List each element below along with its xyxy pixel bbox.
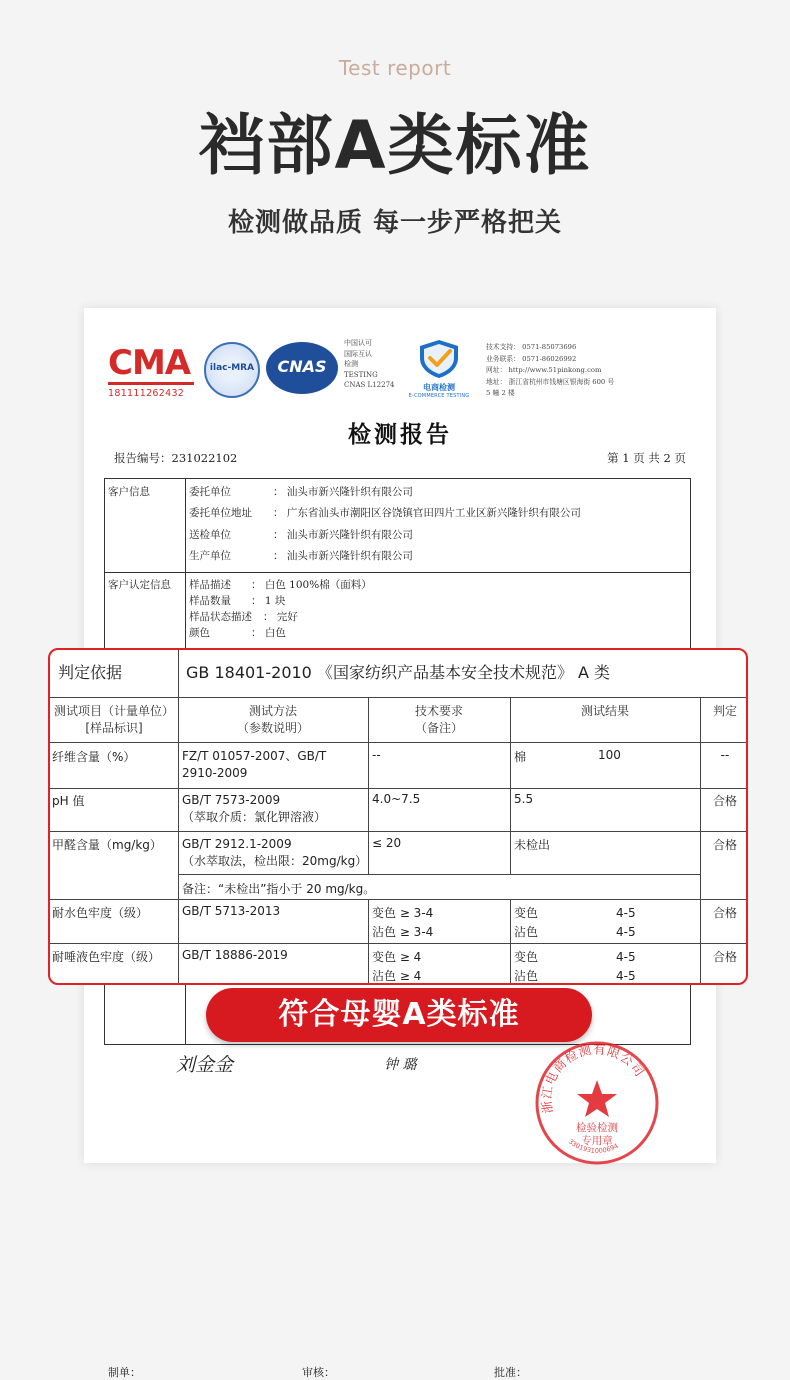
row-method: GB/T 5713-2013 (182, 904, 281, 918)
contact-line: 业务联系： 0571-86026992 (486, 354, 577, 363)
report-number-value: 231022102 (171, 451, 238, 465)
svg-text:3301931000694: 3301931000694 (566, 1137, 620, 1155)
result-line: 4-5 (616, 925, 636, 939)
customer-info-label: 客户信息 (108, 486, 150, 498)
row-result-value (616, 904, 636, 942)
shield-check-icon (414, 338, 464, 380)
grid-line (50, 831, 748, 832)
result-line: 4-5 (616, 969, 636, 983)
ecommerce-en: E-COMMERCE TESTING (408, 393, 470, 399)
reviewer-signature (302, 1364, 335, 1380)
header-en-title: Test report (338, 56, 452, 80)
customer-field-value: ： 汕头市新兴隆针织有限公司 (273, 529, 413, 541)
row-requirement (372, 948, 421, 985)
header-subtitle: 检测做品质 每一步严格把关 (227, 208, 563, 238)
contact-line: 技术支持： 0571-85073696 (486, 343, 577, 351)
grid-line (50, 788, 748, 789)
grid-line (50, 742, 748, 743)
contact-line: 5 幢 2 楼 (486, 389, 515, 397)
header-result (510, 702, 700, 719)
result-line: 4-5 (616, 950, 636, 964)
maker-label: 制单： (108, 1366, 141, 1379)
row-result-label: 未检出 (514, 838, 551, 852)
row-requirement: -- (372, 748, 381, 762)
result-line: 4-5 (616, 906, 636, 920)
reviewer-label: 审核： (302, 1366, 335, 1379)
method-line: （水萃取法，检出限：20mg/kg） (182, 854, 368, 868)
method-line: （萃取介质：氯化钾溶液） (182, 810, 327, 824)
standard-badge: 符合母婴A类标准 (206, 988, 592, 1042)
svg-text:专用章: 专用章 (581, 1135, 613, 1147)
grid-line (50, 943, 748, 944)
header-item (50, 702, 178, 736)
grid-line (50, 899, 748, 900)
req-line: 变色 ≥ 3-4 (372, 906, 434, 920)
row-verdict: -- (720, 748, 730, 762)
row-item: pH 值 (52, 794, 85, 808)
ilac-text: ilac-MRA (209, 363, 255, 373)
sample-field-value: ： 白色 (251, 627, 286, 639)
row-item: 甲醛含量（mg/kg） (52, 838, 162, 852)
svg-text:检验检测: 检验检测 (576, 1122, 618, 1134)
header-line: 测试结果 (580, 704, 629, 718)
report-number (114, 450, 237, 466)
row-verdict: 合格 (712, 906, 737, 920)
method-line: GB/T 7573-2009 (182, 793, 281, 807)
req-line: 沾色 ≥ 3-4 (372, 925, 434, 939)
header-line: 判定 (712, 704, 737, 718)
auth-line: 检测 (344, 360, 358, 368)
official-stamp-icon (532, 1038, 662, 1168)
row-verdict: 合格 (712, 950, 737, 964)
header-line: 测试项目（计量单位） (53, 704, 174, 718)
row-item: 耐水色牢度（级） (52, 906, 149, 920)
sample-info-label: 客户认定信息 (108, 579, 171, 591)
header-requirement (368, 702, 510, 736)
cnas-logo (266, 342, 338, 394)
row-verdict: 合格 (712, 838, 737, 852)
ilac-mra-logo (204, 342, 260, 398)
sample-field-label: 样品数量 (189, 595, 231, 607)
result-line: 沾色 (514, 969, 539, 983)
row-method (182, 792, 326, 826)
ecommerce-label: 电商检测 (423, 383, 455, 392)
method-line: GB/T 2912.1-2009 (182, 837, 292, 851)
result-line: 变色 (514, 950, 539, 964)
row-requirement: 4.0~7.5 (372, 792, 421, 806)
sample-field-value: ： 完好 (263, 611, 298, 623)
row-item: 纤维含量（%） (52, 750, 136, 764)
basis-label: 判定依据 (58, 663, 123, 682)
row-verdict: 合格 (712, 794, 737, 808)
cma-number: 181111262432 (108, 388, 185, 399)
row-result-label: 5.5 (514, 792, 534, 806)
reviewer-handwriting: 钟 璐 (384, 1057, 417, 1073)
test-results-highlight (48, 648, 748, 985)
auth-line: TESTING (344, 370, 378, 379)
result-line: 变色 (514, 906, 539, 920)
header-line: （备注） (414, 721, 463, 735)
row-result-value: 100 (598, 748, 621, 762)
ecommerce-testing-label (404, 382, 474, 399)
row-item: 耐唾液色牢度（级） (52, 950, 161, 964)
grid-line (510, 899, 511, 985)
sample-field-value: ： 白色 100%棉（面料） (251, 579, 372, 591)
row-requirement (372, 904, 433, 942)
approver-label: 批准： (494, 1366, 527, 1379)
cma-mark: CMA (108, 344, 194, 385)
customer-field-value: ： 汕头市新兴隆针织有限公司 (273, 486, 413, 498)
header-verdict (700, 702, 748, 719)
auth-line: 中国认可 (344, 339, 372, 347)
row-result-label (514, 904, 538, 942)
customer-field-value: ： 汕头市新兴隆针织有限公司 (273, 550, 413, 562)
cnas-text: CNAS (277, 357, 327, 376)
sample-field-label: 样品状态描述 (189, 611, 252, 623)
auth-line: CNAS L12274 (344, 381, 395, 389)
row-result-label: 棉 (514, 750, 527, 764)
customer-field-label: 送检单位 (189, 529, 231, 541)
maker-signature (108, 1364, 141, 1380)
row-method (182, 748, 326, 782)
method-line: FZ/T 01057-2007、GB/T (182, 749, 327, 763)
customer-field-label: 委托单位地址 (189, 507, 252, 519)
grid-line (50, 697, 748, 698)
header-title: 裆部A类标准 (198, 107, 592, 184)
header-line: 测试方法 (248, 704, 297, 718)
header-line: （参数说明） (236, 721, 309, 735)
row-method (182, 836, 367, 870)
report-title: 检测报告 (348, 421, 452, 448)
svg-text:浙江电商检测有限公司: 浙江电商检测有限公司 (538, 1041, 648, 1115)
sample-field-label: 样品描述 (189, 579, 231, 591)
customer-field-value: ： 广东省汕头市潮阳区谷饶镇官田四片工业区新兴隆针织有限公司 (273, 507, 581, 519)
grid-line (178, 650, 179, 697)
grid-line (368, 899, 369, 985)
grid-line (178, 697, 179, 985)
report-number-label: 报告编号： (114, 451, 172, 465)
contact-line: 地址： 浙江省杭州市钱塘区银海街 600 号 (486, 377, 615, 386)
contact-line: 网址： http://www.51pinkong.com (486, 366, 602, 374)
contact-info (486, 342, 614, 400)
basis-value: GB 18401-2010 《国家纺织产品基本安全技术规范》 A 类 (186, 663, 611, 682)
page-info: 第 1 页 共 2 页 (607, 451, 686, 465)
grid-line (178, 874, 700, 875)
header-line: 技术要求 (414, 704, 463, 718)
row-method: GB/T 18886-2019 (182, 948, 288, 962)
note: 备注：“未检出”指小于 20 mg/kg。 (182, 882, 376, 896)
req-line: 变色 ≥ 4 (372, 950, 422, 964)
cma-logo (108, 344, 194, 399)
auth-line: 国际互认 (344, 349, 372, 358)
header-line: [样品标识] (85, 721, 143, 735)
accreditation-text (344, 338, 404, 391)
grid-line (510, 697, 511, 874)
row-result-value (616, 948, 636, 985)
maker-handwriting: 刘金金 (176, 1054, 234, 1076)
method-line: 2910-2009 (182, 766, 248, 780)
customer-field-label: 委托单位 (189, 486, 231, 498)
sample-field-label: 颜色 (189, 627, 210, 639)
result-line: 沾色 (514, 925, 539, 939)
approver-signature (494, 1364, 527, 1380)
sample-field-value: ： 1 块 (251, 595, 286, 607)
header-method (178, 702, 368, 736)
table-divider (105, 572, 690, 573)
row-requirement: ≤ 20 (372, 836, 402, 850)
row-result-label (514, 948, 538, 985)
req-line: 沾色 ≥ 4 (372, 969, 422, 983)
certification-logos (108, 338, 708, 408)
customer-field-label: 生产单位 (189, 550, 231, 562)
